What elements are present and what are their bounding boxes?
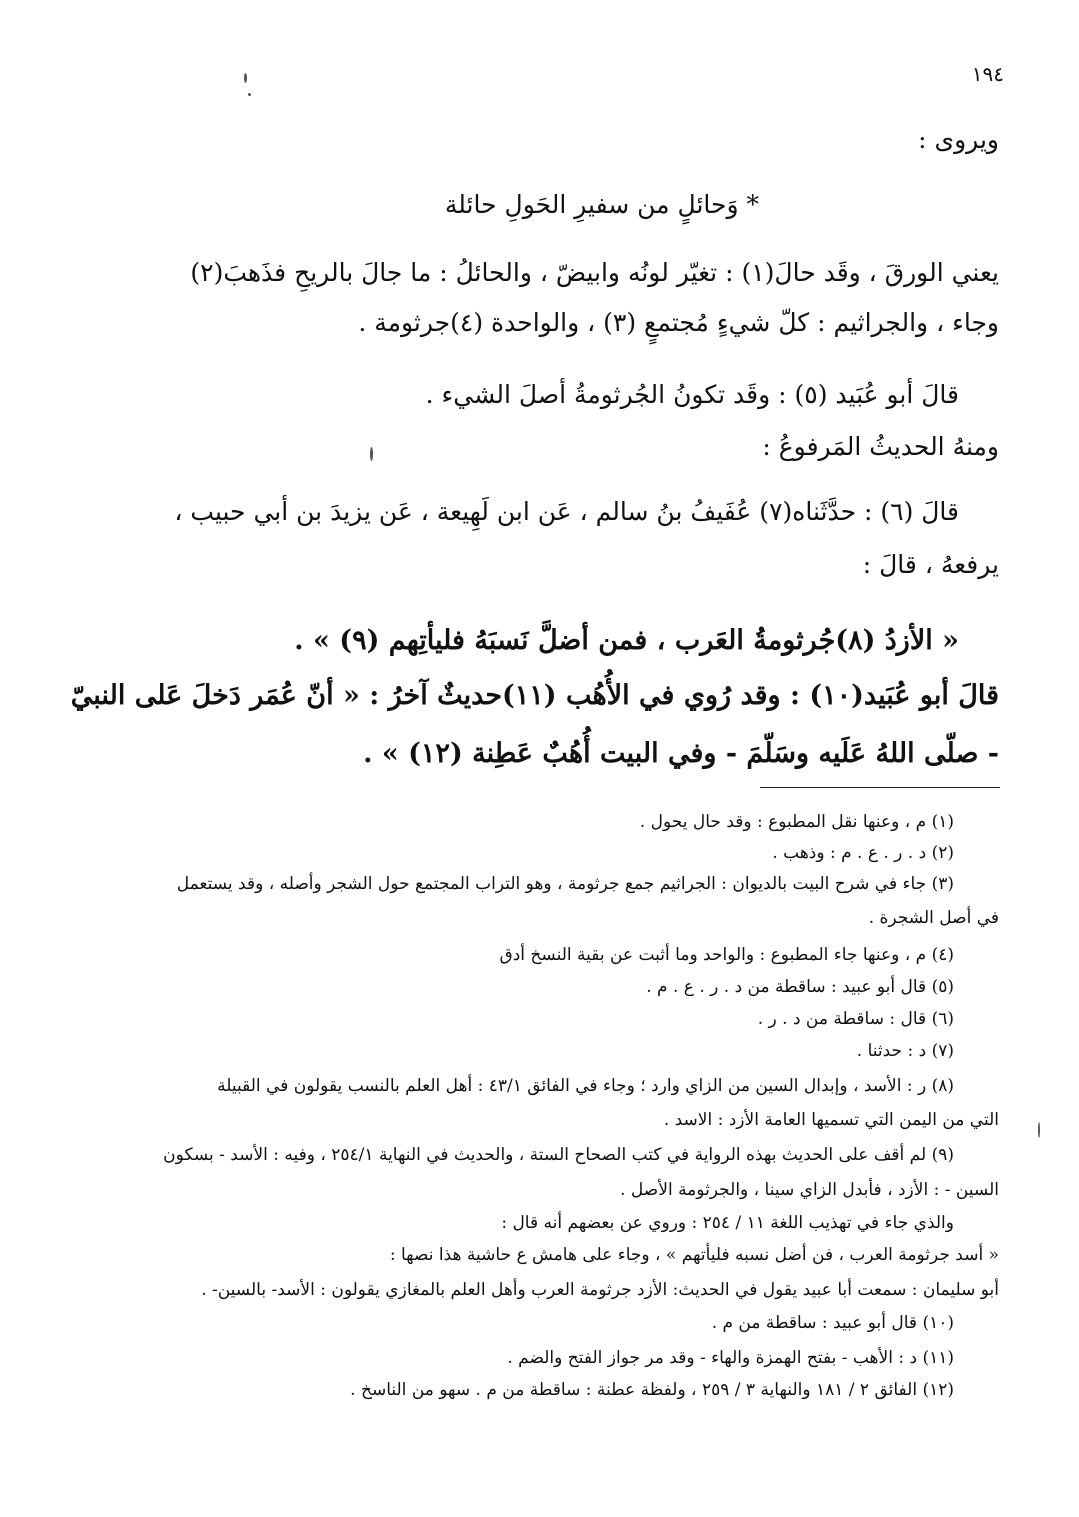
footnote-2: (٢) د . ر . ع . م : وذهب . (772, 843, 954, 863)
main-line-1: ويروى : (918, 125, 999, 154)
footnote-3: (٣) جاء في شرح البيت بالديوان : الجراثيم جمع جرثومة ، وهو التراب المجتمع حول الشجر وأصله ، وقد يستعمل (176, 874, 954, 894)
scan-speck (248, 93, 251, 96)
footnote-9-margin-note: أبو سليمان : سمعت أبا عبيد يقول في الحديث: الأزد جرثومة العرب وأهل العلم بالمغازي يقولون : الأسد- بالسين- . (201, 1280, 999, 1300)
footnote-8: (٨) ر : الأسد ، وإبدال السين من الزاي وارد ؛ وجاء في الفائق ٤٣/١ : أهل العلم بالنسب يقولون في القبيلة (217, 1076, 954, 1096)
scan-speck (244, 73, 247, 83)
footnote-5: (٥) قال أبو عبيد : ساقطة من د . ر . ع . م . (646, 977, 954, 997)
footnote-11: (١١) د : الأهب - بفتح الهمزة والهاء - وقد مر جواز الفتح والضم . (507, 1348, 954, 1368)
footnote-10: (١٠) قال أبو عبيد : ساقطة من م . (711, 1313, 954, 1333)
footnote-12: (١٢) الفائق ٢ / ١٨١ والنهاية ٣ / ٢٥٩ ، ولفظة عطنة : ساقطة من م . سهو من الناسخ . (350, 1380, 954, 1400)
main-line-10: قالَ أبو عُبَيد(١٠) : وقد رُوي في الأُهُب (١١)حديثٌ آخرُ : « أنّ عُمَر دَخلَ عَلى النبيّ (70, 680, 999, 711)
footnote-8-cont: التي من اليمن التي تسميها العامة الأزد : الاسد . (663, 1110, 999, 1130)
main-line-4: وجاء ، والجراثيم : كلّ شيءٍ مُجتمعٍ (٣) ، والواحدة (٤)جرثومة . (358, 308, 999, 337)
footnote-separator (760, 787, 1000, 788)
footnote-9: (٩) لم أقف على الحديث بهذه الرواية في كتب الصحاح الستة ، والحديث في النهاية ٢٥٤/١ ، وفيه : الأسد - بسكون (163, 1145, 954, 1165)
scan-speck (370, 447, 373, 461)
hadith-line: « الأزدُ (٨)جُرثومةُ العَرب ، فمن أضلَّ نَسبَهُ فليأتِهم (٩) » . (294, 625, 959, 656)
footnote-6: (٦) قال : ساقطة من د . ر . (757, 1009, 954, 1029)
footnote-4: (٤) م ، وعنها جاء المطبوع : والواحد وما أثبت عن بقية النسخ أدق (499, 945, 954, 965)
footnote-1: (١) م ، وعنها نقل المطبوع : وقد حال يحول . (639, 812, 954, 832)
main-line-11: - صلّى اللهُ عَلَيه وسَلّمَ - وفي البيت أُهُبٌ عَطِنة (١٢) » . (363, 738, 999, 769)
scan-speck (1038, 1122, 1040, 1138)
verse-line: * وَحائلٍ من سفيرِ الحَولِ حائلة (444, 190, 759, 219)
main-line-8: يرفعهُ ، قالَ : (862, 550, 999, 579)
footnote-9-cont: السين - : الأزد ، فأبدل الزاي سينا ، والجرثومة الأصل . (620, 1180, 999, 1200)
main-line-7: قالَ (٦) : حدَّثَناه(٧) عُفَيفُ بنُ سالم ، عَن ابن لَهِيعة ، عَن يزيدَ بن أبي حبيب ، (174, 497, 959, 526)
footnote-9-quote: « أسد جرثومة العرب ، فن أضل نسبه فليأتهم » ، وجاء على هامش ع حاشية هذا نصها : (389, 1245, 999, 1265)
footnote-7: (٧) د : حدثنا . (856, 1041, 954, 1061)
main-line-3: يعني الورقَ ، وقَد حالَ(١) : تغيّر لونُه وابيضّ ، والحائلُ : ما جالَ بالريحِ فذَهبَ(٢) (190, 258, 999, 287)
footnote-3-cont: في أصل الشجرة . (868, 908, 999, 928)
footnote-9-quote-intro: والذي جاء في تهذيب اللغة ١١ / ٢٥٤ : وروي عن بعضهم أنه قال : (501, 1213, 954, 1233)
main-line-5: قالَ أبو عُبَيد (٥) : وقَد تكونُ الجُرثومةُ أصلَ الشيء . (425, 380, 959, 409)
page-number: ١٩٤ (971, 62, 1004, 86)
main-line-6: ومنهُ الحديثُ المَرفوعُ : (762, 432, 999, 461)
